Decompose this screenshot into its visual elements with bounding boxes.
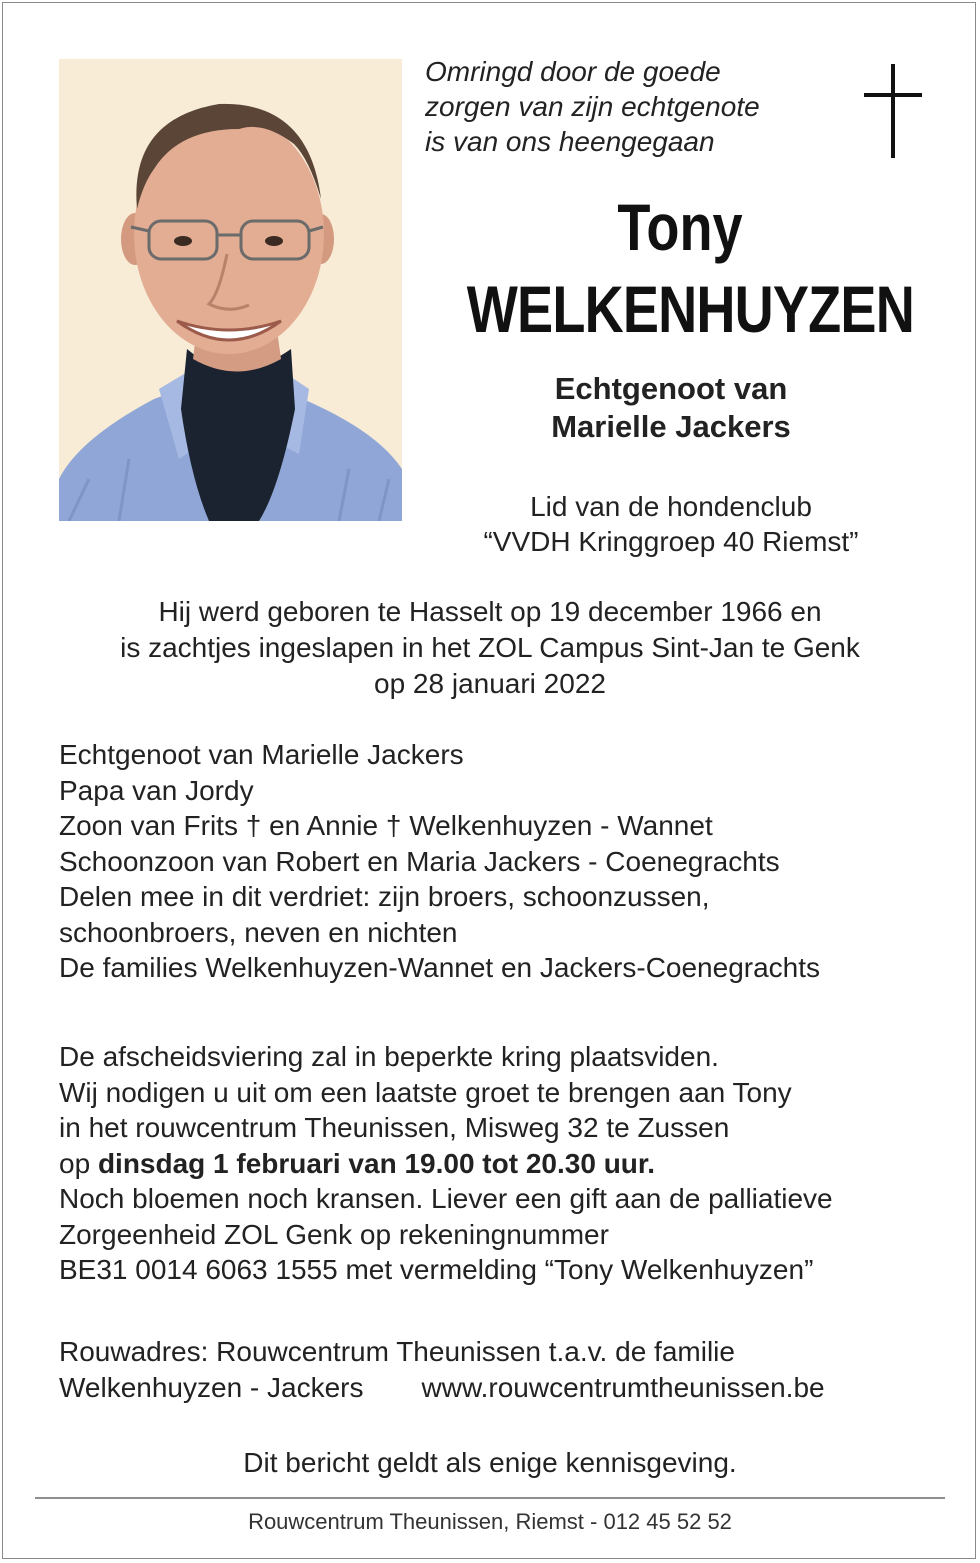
cross-icon xyxy=(864,64,922,160)
deceased-last-name: WELKENHUYZEN xyxy=(466,272,914,346)
relation-line: Delen mee in dit verdriet: zijn broers, schoonzussen, xyxy=(59,881,710,912)
ceremony-details xyxy=(59,1039,939,1288)
relation-text: en Annie xyxy=(261,810,386,841)
address-family: Welkenhuyzen - Jackers xyxy=(59,1371,364,1403)
ceremony-line: Wij nodigen u uit om een laatste groet te brengen aan Tony xyxy=(59,1076,792,1108)
relation-line: Echtgenoot van Marielle Jackers xyxy=(59,739,464,770)
portrait-illustration xyxy=(59,59,402,521)
relation-line: Papa van Jordy xyxy=(59,774,254,806)
address-line: Rouwadres: Rouwcentrum Theunissen t.a.v. de familie xyxy=(59,1336,735,1367)
relation-line: Schoonzoon van Robert en Maria Jackers - Coenegrachts xyxy=(59,845,780,877)
club-line: Lid van de hondenclub xyxy=(530,491,812,522)
ceremony-date: dinsdag 1 februari van 19.00 tot 20.30 uur. xyxy=(97,1147,656,1179)
ceremony-date-prefix: op xyxy=(59,1147,98,1179)
ceremony-line: De afscheidsviering zal in beperkte kring plaatsviden. xyxy=(59,1041,719,1072)
ceremony-line: Zorgeenheid ZOL Genk op rekeningnummer xyxy=(59,1218,609,1250)
club-membership xyxy=(420,489,922,559)
footer-text: Rouwcentrum Theunissen, Riemst - 012 45 52 52 xyxy=(248,1509,732,1534)
spouse-line: Echtgenoot van xyxy=(554,371,788,406)
relation-text: Welkenhuyzen - Wannet xyxy=(401,810,713,841)
intro-line: is van ons heengegaan xyxy=(425,126,715,157)
ceremony-line: Noch bloemen noch kransen. Liever een gift aan de palliatieve xyxy=(59,1183,833,1214)
birth-line: is zachtjes ingeslapen in het ZOL Campus Sint-Jan te Genk xyxy=(120,632,860,663)
portrait-photo xyxy=(59,59,402,521)
birth-line: op 28 januari 2022 xyxy=(374,668,606,699)
deceased-cross-mark: † xyxy=(385,810,402,841)
ceremony-line: in het rouwcentrum Theunissen, Misweg 32 te Zussen xyxy=(59,1112,730,1143)
address-line xyxy=(59,1370,939,1406)
club-line: “VVDH Kringgroep 40 Riemst” xyxy=(483,526,859,557)
ceremony-date-line xyxy=(59,1146,939,1182)
relation-line: De families Welkenhuyzen-Wannet en Jackers-Coenegrachts xyxy=(59,952,821,983)
spouse-heading xyxy=(420,370,922,446)
mourning-address xyxy=(59,1334,939,1405)
relation-text: Zoon van Frits xyxy=(59,810,246,841)
spouse-line: Marielle Jackers xyxy=(551,409,791,444)
intro-text xyxy=(425,54,760,159)
intro-line: Omringd door de goede xyxy=(425,56,721,87)
birth-death-statement xyxy=(40,594,940,702)
divider xyxy=(35,1497,945,1499)
deceased-first-name: Tony xyxy=(617,190,743,264)
notice-text: Dit bericht geldt als enige kennisgeving. xyxy=(243,1447,737,1478)
relation-line: schoonbroers, neven en nichten xyxy=(59,916,458,948)
website-link[interactable]: www.rouwcentrumtheunissen.be xyxy=(421,1371,825,1403)
birth-line: Hij werd geboren te Hasselt op 19 december 1966 en xyxy=(158,596,822,627)
relation-line xyxy=(59,808,939,844)
family-relations xyxy=(59,737,939,986)
intro-line: zorgen van zijn echtgenote xyxy=(425,91,760,122)
ceremony-line: BE31 0014 6063 1555 met vermelding “Tony Welkenhuyzen” xyxy=(59,1254,814,1285)
deceased-cross-mark: † xyxy=(245,810,262,841)
